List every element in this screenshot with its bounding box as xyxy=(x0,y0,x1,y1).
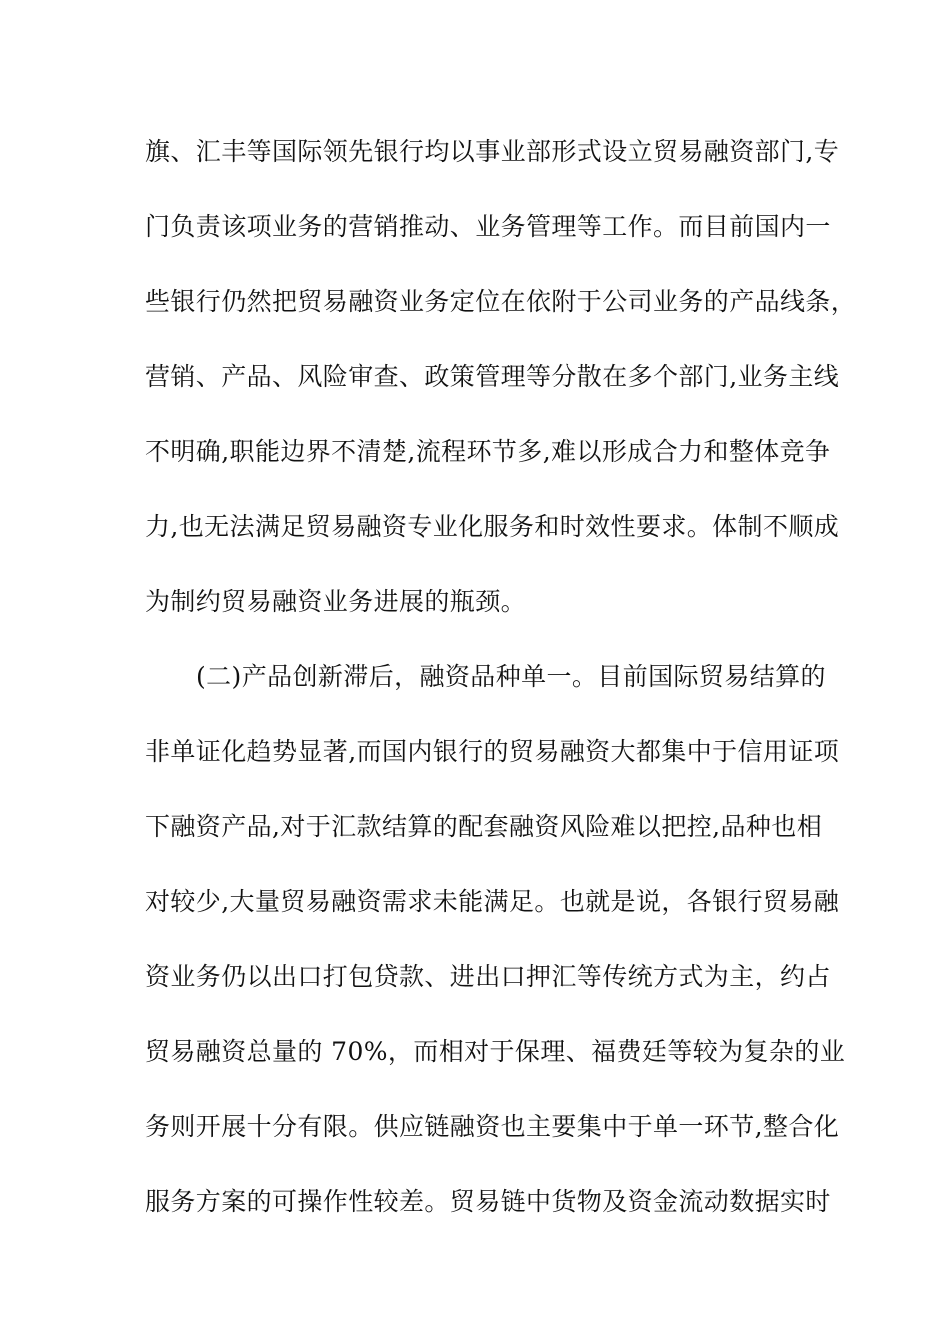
text-line: 对较少,大量贸易融资需求未能满足。也就是说，各银行贸易融 xyxy=(145,887,840,916)
text-line: 旗、汇丰等国际领先银行均以事业部形式设立贸易融资部门,专 xyxy=(145,137,840,166)
section-heading-line: (二)产品创新滞后，融资品种单一。目前国际贸易结算的 xyxy=(196,662,826,691)
text-line: 服务方案的可操作性较差。贸易链中货物及资金流动数据实时 xyxy=(145,1187,831,1216)
text-line: 务则开展十分有限。供应链融资也主要集中于单一环节,整合化 xyxy=(145,1112,840,1141)
text-line: 下融资产品,对于汇款结算的配套融资风险难以把控,品种也相 xyxy=(145,812,823,841)
text-line: 贸易融资总量的 70%，而相对于保理、福费廷等较为复杂的业 xyxy=(145,1037,846,1066)
text-line: 些银行仍然把贸易融资业务定位在依附于公司业务的产品线条， xyxy=(145,287,857,316)
text-line: 为制约贸易融资业务进展的瓶颈。 xyxy=(145,587,527,616)
text-line: 门负责该项业务的营销推动、业务管理等工作。而目前国内一 xyxy=(145,212,831,241)
text-line: 营销、产品、风险审查、政策管理等分散在多个部门,业务主线 xyxy=(145,362,840,391)
text-line: 非单证化趋势显著,而国内银行的贸易融资大都集中于信用证项 xyxy=(145,737,840,766)
text-line: 资业务仍以出口打包贷款、进出口押汇等传统方式为主，约占 xyxy=(145,962,831,991)
text-line: 不明确,职能边界不清楚,流程环节多,难以形成合力和整体竞争 xyxy=(145,437,831,466)
text-line: 力,也无法满足贸易融资专业化服务和时效性要求。体制不顺成 xyxy=(145,512,840,541)
